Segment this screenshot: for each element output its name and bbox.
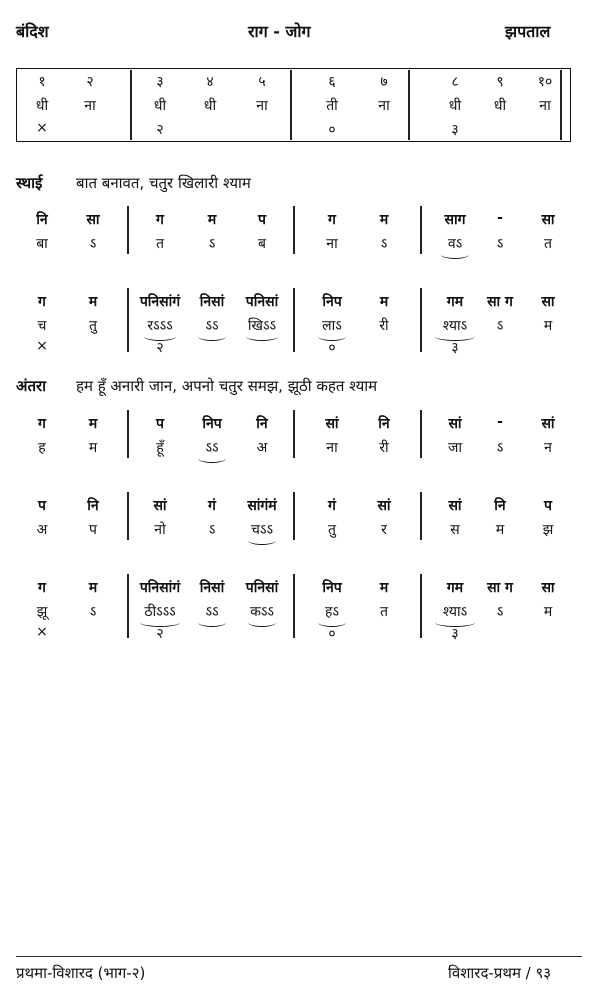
swar-note: म [207,212,217,228]
theka-bol: धी [493,98,507,114]
lyric-syllable: चऽऽ [251,522,273,538]
lyric-syllable: ऽ [496,604,504,620]
swar-note: निप [202,416,222,432]
swar-note: सा [541,294,555,310]
swar-note: म [379,580,389,596]
vibhag-divider [127,492,129,540]
theka-bol: ती [326,98,338,114]
lyric-syllable: तु [328,522,336,538]
matra-number: ४ [206,74,214,90]
swar-note: सा [541,212,555,228]
swar-note: नि [87,498,99,514]
meend-arc [441,250,469,259]
lyric-syllable: हूँ [156,440,164,456]
swar-note: सा ग [487,294,513,310]
lyric-syllable: म [543,604,553,620]
taal-sign: २ [156,626,164,642]
theka-bol: धी [203,98,217,114]
taal-sign: ३ [451,122,459,138]
theka-bol: धी [448,98,462,114]
swar-note: सा [86,212,100,228]
swar-note: पनिसां [245,580,279,596]
lyric-syllable: खिऽऽ [247,318,277,334]
swar-note: नि [36,212,48,228]
lyric-syllable: ठीऽऽऽ [144,604,176,620]
lyric-syllable: अ [256,440,268,456]
meend-arc [198,618,226,627]
lyric-syllable: स [450,522,460,538]
lyric-syllable: म [495,522,505,538]
lyric-syllable: हऽ [325,604,339,620]
swar-note: ग [328,212,336,228]
taal-name: झपताल [505,22,551,41]
lyric-syllable: कऽऽ [250,604,274,620]
swar-note: सां [325,416,339,432]
matra-number: ७ [380,74,388,90]
lyric-syllable: री [379,318,389,334]
matra-number: १ [38,74,46,90]
swar-note: नि [378,416,390,432]
vibhag-divider [420,410,422,458]
swar-note: सां [541,416,555,432]
taal-sign: × [36,120,48,136]
swar-note: प [156,416,164,432]
sthayi-lyrics: बात बनावत, चतुर खिलारी श्याम [76,174,251,192]
lyric-syllable: बा [36,236,48,252]
taal-sign: २ [156,340,164,356]
swar-note: - [497,210,503,226]
lyric-syllable: तु [89,318,97,334]
theka-bol: धी [153,98,167,114]
lyric-syllable: ऽ [496,318,504,334]
lyric-syllable: ऽ [496,440,504,456]
swar-note: सां [377,498,391,514]
lyric-syllable: त [380,604,388,620]
lyric-syllable: ना [326,440,338,456]
lyric-syllable: श्याऽ [442,604,468,620]
vibhag-divider [293,206,295,254]
swar-note: निसां [199,580,225,596]
matra-number: ३ [156,74,164,90]
swar-note: प [544,498,552,514]
lyric-syllable: श्याऽ [442,318,468,334]
lyric-syllable: झू [36,604,48,620]
swar-note: ग [38,416,46,432]
swar-note: गम [446,580,464,596]
lyric-syllable: ऽ [380,236,388,252]
swar-note: निसां [199,294,225,310]
lyric-syllable: ब [258,236,266,252]
matra-number: ८ [451,74,459,90]
swar-note: म [88,580,98,596]
swar-note: गम [446,294,464,310]
lyric-syllable: ऽ [89,604,97,620]
matra-number: २ [86,74,94,90]
swar-note: सांगंमं [247,498,277,514]
lyric-syllable: झ [542,522,554,538]
matra-number: १० [537,74,553,90]
lyric-syllable: ऽऽ [205,440,219,456]
vibhag-divider [420,206,422,254]
meend-arc [248,536,276,545]
lyric-syllable: वऽ [447,236,463,252]
lyric-syllable: प [89,522,97,538]
swar-note: प [38,498,46,514]
swar-note: निप [322,580,342,596]
raga-title: राग - जोग [248,22,311,41]
taal-sign: ३ [451,340,459,356]
swar-note: सा [541,580,555,596]
vibhag-divider [127,206,129,254]
swar-note: म [379,294,389,310]
lyric-syllable: त [544,236,552,252]
taal-sign: × [36,338,48,354]
lyric-syllable: जा [447,440,462,456]
antara-label: अंतरा [16,377,47,395]
lyric-syllable: र [381,522,387,538]
lyric-syllable: म [88,440,98,456]
lyric-syllable: ऽऽ [205,604,219,620]
lyric-syllable: ना [326,236,338,252]
swar-note: सां [448,498,462,514]
lyric-syllable: त [156,236,164,252]
lyric-syllable: न [544,440,552,456]
swar-note: ग [156,212,164,228]
meend-arc [198,332,226,341]
taal-sign: ० [328,626,336,642]
composition-type-label: बंदिश [16,22,49,41]
footer-book-title: प्रथमा-विशारद (भाग-२) [16,964,146,982]
theka-bol: धी [35,98,49,114]
lyric-syllable: अ [36,522,48,538]
lyric-syllable: च [37,318,47,334]
matra-number: ९ [496,74,504,90]
lyric-syllable: रऽऽऽ [147,318,173,334]
lyric-syllable: ऽ [208,236,216,252]
vibhag-divider [290,70,292,140]
lyric-syllable: ऽ [208,522,216,538]
taal-sign: २ [156,122,164,138]
antara-lyrics: हम हूँ अनारी जान, अपनो चतुर समझ, झूठी कहत श्याम [76,377,378,395]
vibhag-divider [293,410,295,458]
taal-sign: × [36,624,48,640]
lyric-syllable: ऽऽ [205,318,219,334]
vibhag-divider [420,492,422,540]
meend-arc [198,454,226,463]
swar-note: नि [256,416,268,432]
lyric-syllable: ऽ [89,236,97,252]
swar-note: नि [494,498,506,514]
taal-sign: ३ [451,626,459,642]
swar-note: ग [38,294,46,310]
matra-number: ५ [258,74,266,90]
footer-rule [16,956,582,957]
swar-note: म [88,294,98,310]
swar-note: म [88,416,98,432]
swar-note: गं [328,498,336,514]
matra-number: ६ [328,74,336,90]
swar-note: - [497,414,503,430]
lyric-syllable: ऽ [496,236,504,252]
swar-note: सां [448,416,462,432]
theka-bol: ना [256,98,268,114]
sthayi-label: स्थाई [16,174,43,192]
lyric-syllable: नो [154,522,166,538]
vibhag-divider [130,70,132,140]
footer-page-number: विशारद-प्रथम / ९३ [448,964,552,982]
swar-note: प [258,212,266,228]
lyric-syllable: म [543,318,553,334]
swar-note: साग [444,212,466,228]
swar-note: गं [208,498,216,514]
swar-note: सां [153,498,167,514]
vibhag-divider [127,410,129,458]
swar-note: म [379,212,389,228]
swar-note: ग [38,580,46,596]
lyric-syllable: री [379,440,389,456]
theka-bol: ना [539,98,551,114]
lyric-syllable: लाऽ [322,318,342,334]
swar-note: निप [322,294,342,310]
taal-sign: ० [328,122,336,138]
vibhag-divider [408,70,410,140]
lyric-syllable: ह [38,440,46,456]
swar-note: पनिसांगं [139,294,181,310]
swar-note: पनिसांगं [139,580,181,596]
swar-note: सा ग [487,580,513,596]
meend-arc [248,618,276,627]
theka-bol: ना [84,98,96,114]
swar-note: पनिसां [245,294,279,310]
meend-arc [246,332,278,341]
taal-sign: ० [328,340,336,356]
theka-bol: ना [378,98,390,114]
